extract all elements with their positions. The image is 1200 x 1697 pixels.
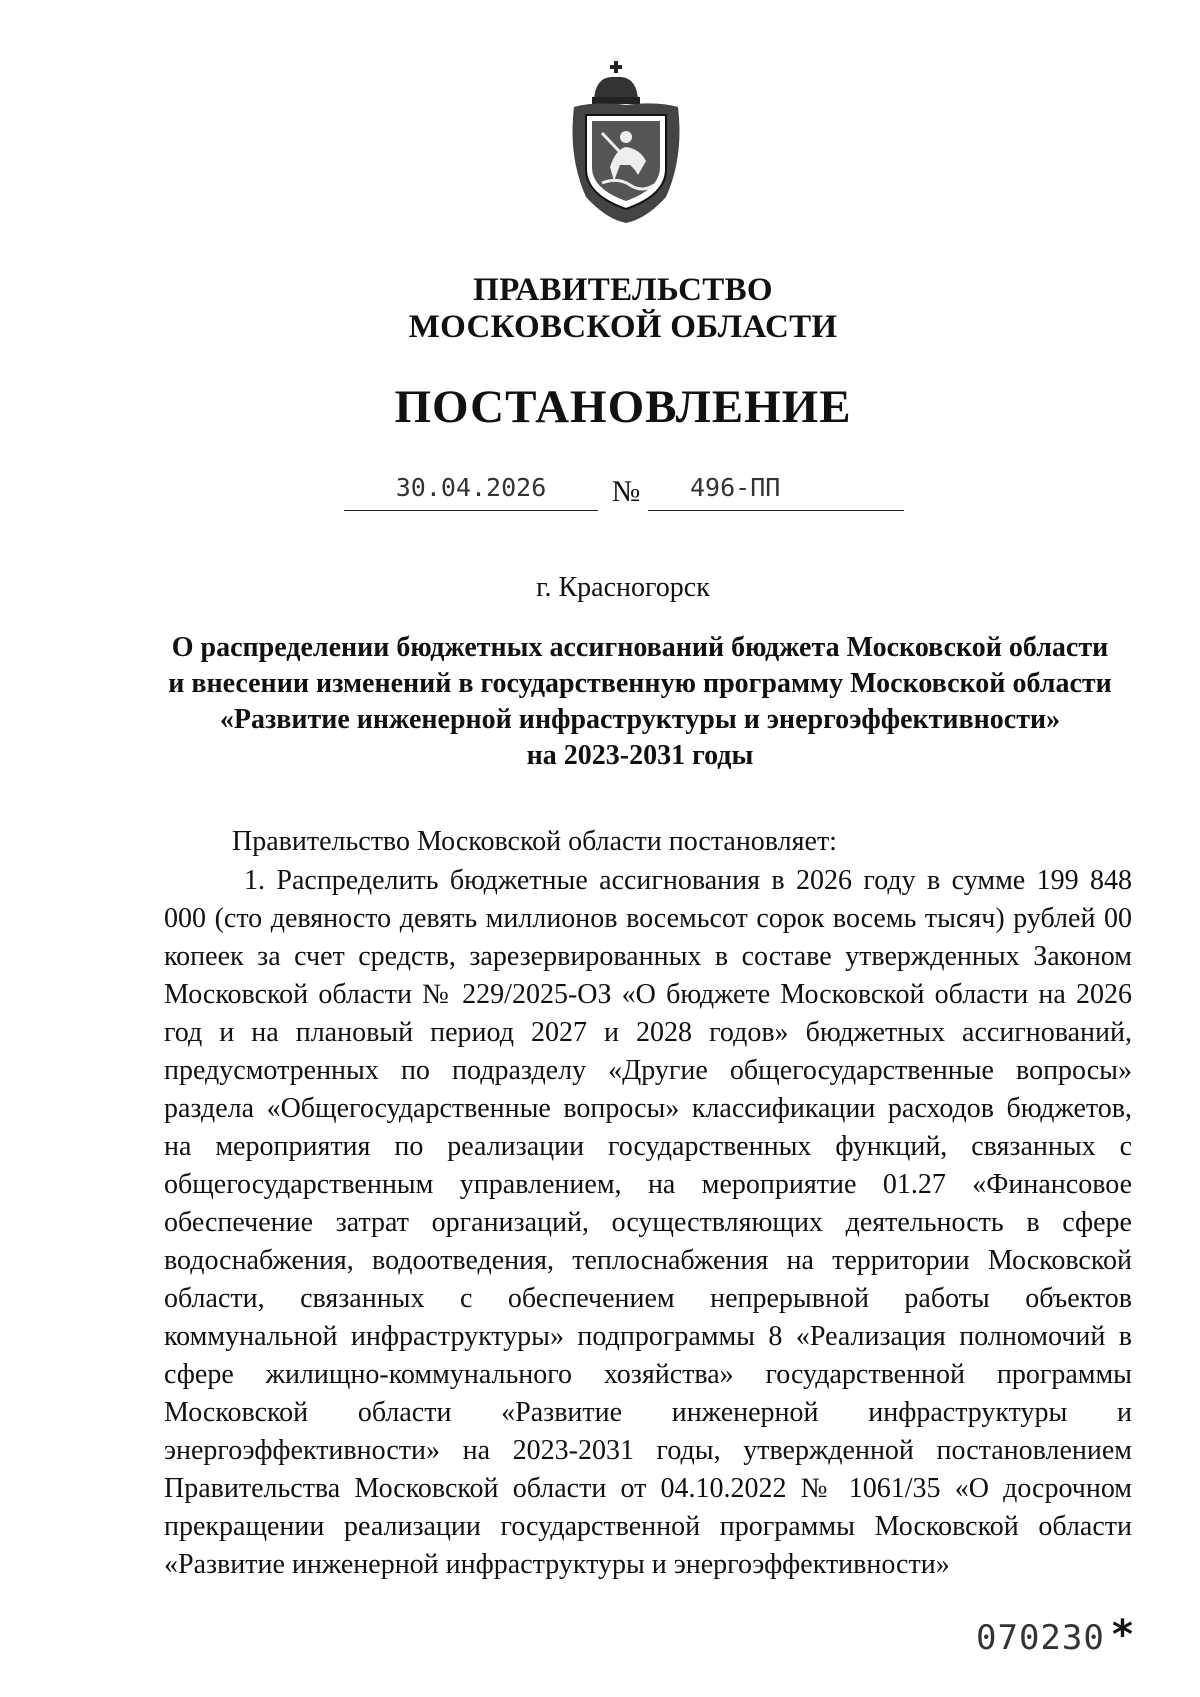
org-line-1: ПРАВИТЕЛЬСТВО [473, 272, 773, 308]
document-date: 30.04.2026 [344, 470, 598, 511]
title-line-1: О распределении бюджетных ассигнований бюджета Московской области [171, 632, 1109, 663]
document-number-value: 496-ПП [690, 473, 781, 502]
city: г. Красногорск [536, 572, 710, 603]
stamp-number: 070230 [976, 1618, 1105, 1658]
org-line-2: МОСКОВСКОЙ ОБЛАСТИ [408, 309, 838, 345]
title-line-4: на 2023-2031 годы [526, 740, 754, 771]
number-sign: № [611, 475, 641, 508]
stamp-mark: * [1112, 1612, 1133, 1658]
intro-text: Правительство Московской области постановляет: [232, 826, 837, 857]
title-line-2: и внесении изменений в государственную программу Московской области [168, 668, 1112, 699]
title-line-3: «Развитие инженерной инфраструктуры и энергоэффективности» [219, 704, 1061, 735]
document-number [648, 470, 904, 511]
organization-name [0, 272, 1200, 346]
moscow-oblast-coat-of-arms-icon [566, 57, 686, 225]
document-type: ПОСТАНОВЛЕНИЕ [394, 381, 852, 433]
paragraph-1: 1. Распределить бюджетные ассигнования в 2026 году в сумме 199 848 000 (сто девяносто девять миллионов восемьсот сорок восемь тысяч) рублей 00 копеек за счет средств, зарезервированных в составе утвержденных Законом Московской области № 229/2025-ОЗ «О бюджете Московской области на 2026 год и на плановый период 2027 и 2028 годов» бюджетных ассигнований, предусмотренных по подразделу «Другие общегосударственные вопросы» раздела «Общегосударственные вопросы» классификации расходов бюджетов, на мероприятия по реализации государственных функций, связанных с общегосударственным управлением, на мероприятие 01.27 «Финансовое обеспечение затрат организаций, осуществляющих деятельность в сфере водоснабжения, водоотведения, теплоснабжения на территории Московской области, связанных с обеспечением непрерывной работы объектов коммунальной инфраструктуры» подпрограммы 8 «Реализация полномочий в сфере жилищно-коммунального хозяйства» государственной программы Московской области «Развитие инженерной инфраструктуры и энергоэффективности» на 2023-2031 годы, утвержденной постановлением Правительства Московской области от 04.10.2022 № 1061/35 «О досрочном прекращении реализации государственной программы Московской области «Развитие инженерной инфраструктуры и энергоэффективности» [164, 865, 1132, 1580]
document-title [160, 630, 1120, 774]
